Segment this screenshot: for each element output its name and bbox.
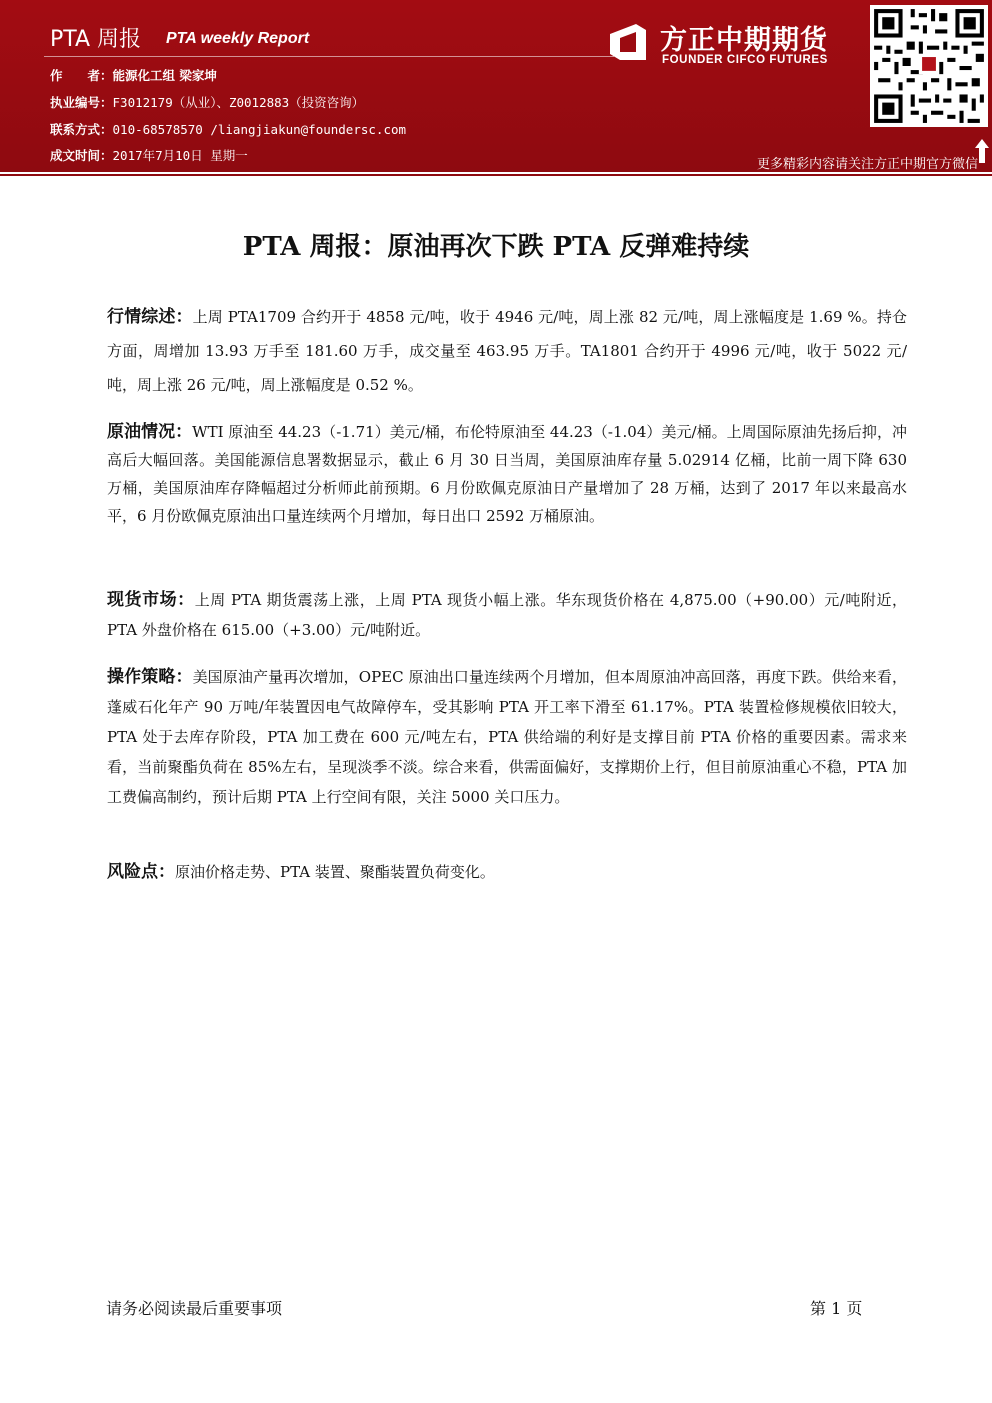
logo-chinese-name: 方正中期期货 [660, 25, 828, 56]
section-label: 操作策略： [107, 667, 193, 687]
header-banner [0, 0, 992, 172]
license-line [50, 93, 364, 111]
section-text: 美国原油产量再次增加，OPEC 原油出口量连续两个月增加，但本周原油冲高回落，再度下跌。供给来看，蓬威石化年产 90 万吨/年装置因电气故障停车，受其影响 PTA 开工率下滑至 61.17%。PTA 装置检修规模依旧较大，PTA 处于去库存阶段，PTA 加工费在 600 元/吨左右，PTA 供给端的利好是支撑目前 PTA 价格的重要因素。需求来看，当前聚酯负荷在 85%左右，呈现淡季不淡。综合来看，供需面偏好，支撑期价上行，但目前原油重心不稳，PTA 加工费偏高制约，预计后期 PTA 上行空间有限，关注 5000 关口压力。 [107, 668, 908, 806]
section-text: WTI 原油至 44.23（-1.71）美元/桶，布伦特原油至 44.23（-1.04）美元/桶。上周国际原油先扬后抑，冲高后大幅回落。美国能源信息署数据显示，截止 6 月 30 日当周，美国原油库存量 5.02914 亿桶，比前一周下降 630 万桶，美国原油库存降幅超过分析师此前预期。6 月份欧佩克原油日产量增加了 28 万桶，达到了 2017 年以来最高水平，6 月份欧佩克原油出口量连续两个月增加，每日出口 2592 万桶原油。 [107, 423, 907, 525]
section-label: 原油情况： [107, 422, 193, 442]
section-spot-market [107, 585, 907, 645]
date-line [50, 146, 248, 164]
header-bottom-rule [0, 174, 992, 176]
author-key: 作 者： [50, 68, 113, 83]
license-value: F3012179（从业）、Z0012883（投资咨询） [112, 95, 365, 110]
page-number: 第 1 页 [810, 1299, 863, 1318]
section-label: 现货市场： [107, 590, 195, 610]
author-value: 能源化工组 梁家坤 [112, 68, 217, 83]
logo-mark-icon [606, 20, 650, 64]
section-strategy [107, 662, 907, 812]
report-subtitle: PTA weekly Report [166, 30, 310, 47]
document-title: PTA 周报：原油再次下跌 PTA 反弹难持续 [242, 232, 750, 262]
qr-code-icon [870, 5, 988, 127]
author-line [50, 66, 217, 84]
section-text: 上周 PTA1709 合约开于 4858 元/吨，收于 4946 元/吨，周上涨 82 元/吨，周上涨幅度是 1.69 %。持仓方面，周增加 13.93 万手至 181.60 万手，成交量至 463.95 万手。TA1801 合约开于 4996 元/吨，收于 5022 元/吨，周上涨 26 元/吨，周上涨幅度是 0.52 %。 [107, 308, 908, 394]
section-crude-oil [107, 418, 907, 530]
date-key: 成文时间： [50, 148, 113, 163]
company-logo [606, 18, 861, 70]
logo-english-name: FOUNDER CIFCO FUTURES [662, 54, 828, 66]
wechat-follow-note: 更多精彩内容请关注方正中期官方微信 [756, 157, 978, 172]
section-text: 原油价格走势、PTA 装置、聚酯装置负荷变化。 [175, 863, 495, 881]
report-title: PTA 周报 [50, 27, 142, 52]
section-market-overview [107, 300, 907, 402]
section-label: 风险点： [107, 862, 175, 882]
wechat-qr-code [870, 5, 988, 127]
header-divider [44, 56, 614, 57]
date-value: 2017年7月10日 星期一 [112, 148, 248, 163]
footer-notice: 请务必阅读最后重要事项 [106, 1299, 283, 1318]
contact-value: 010-68578570 /liangjiakun@foundersc.com [112, 122, 407, 137]
contact-key: 联系方式： [50, 122, 113, 137]
license-key: 执业编号： [50, 95, 113, 110]
section-risk [107, 857, 907, 887]
section-text: 上周 PTA 期货震荡上涨，上周 PTA 现货小幅上涨。华东现货价格在 4,875.00（+90.00）元/吨附近，PTA 外盘价格在 615.00（+3.00）元/吨附近。 [107, 591, 907, 639]
section-label: 行情综述： [107, 307, 193, 327]
contact-line [50, 120, 406, 138]
